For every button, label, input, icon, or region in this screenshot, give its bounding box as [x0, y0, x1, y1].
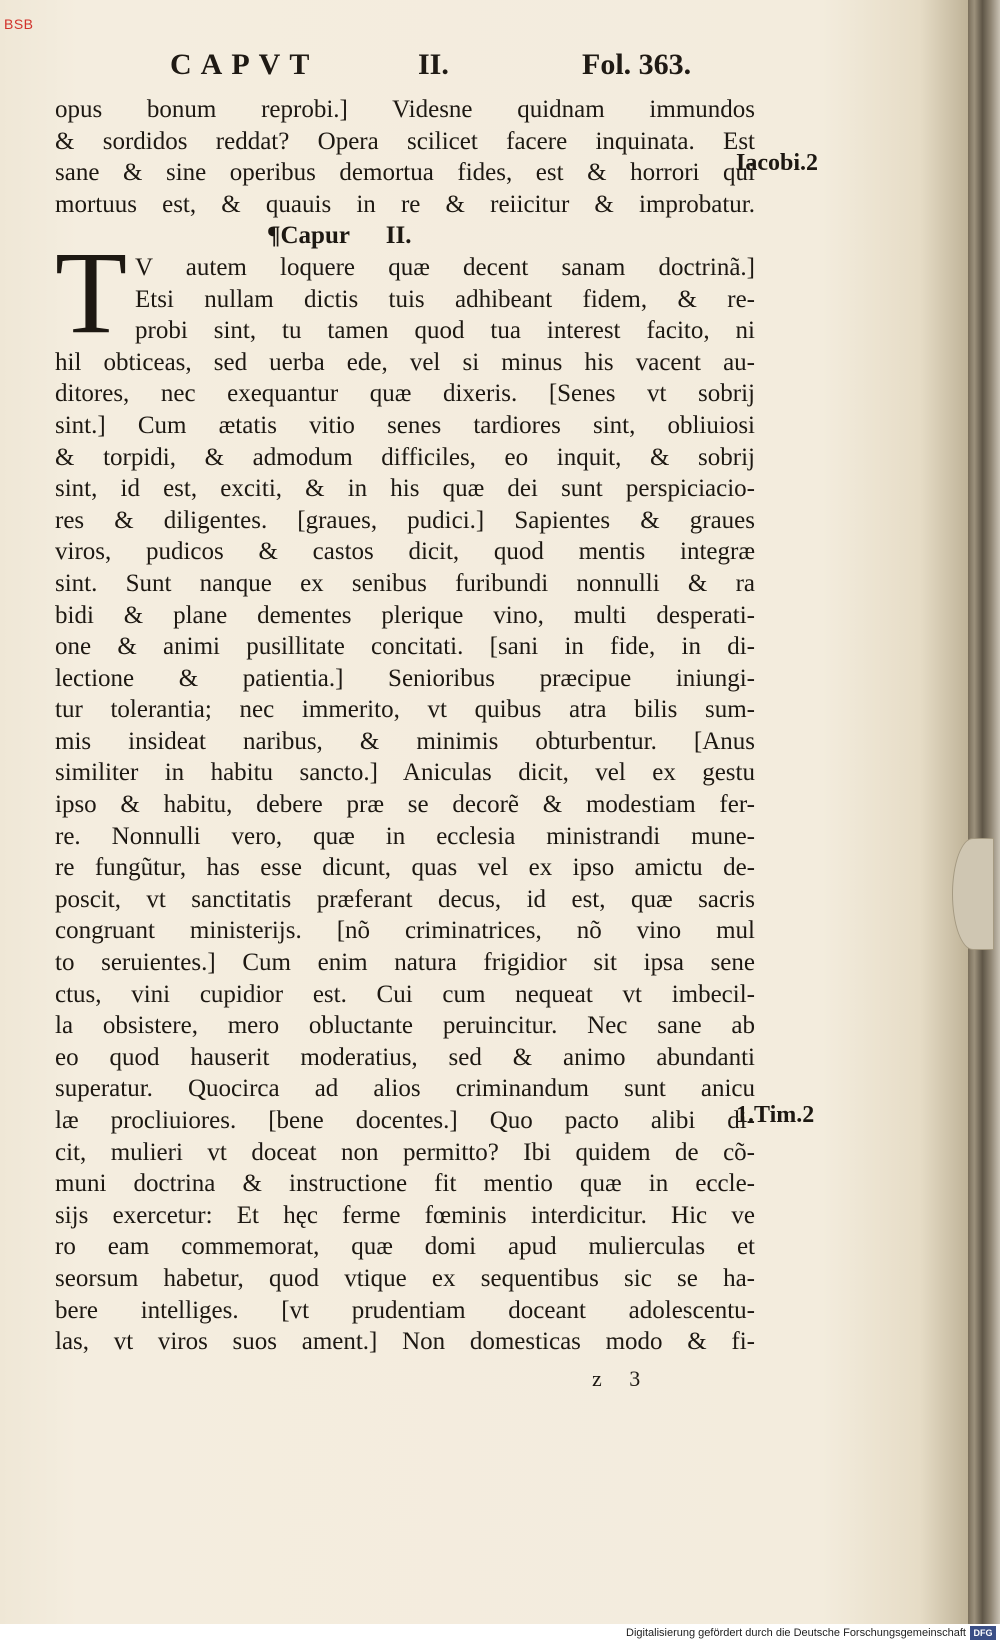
text-line: bere intelliges. [vt prudentiam doceant adolescentu- — [55, 1296, 755, 1324]
text-line: similiter in habitu sancto.] Aniculas dicit, vel ex gestu — [55, 759, 755, 787]
text-line: viros, pudicos & castos dicit, quod mentis integræ — [55, 538, 755, 566]
text-line: & sordidos reddat? Opera scilicet facere inquinata. Est — [55, 127, 755, 155]
dfg-logo: DFG — [970, 1626, 996, 1640]
chapter-number: II. — [418, 48, 449, 81]
text-line: bidi & plane dementes plerique vino, multi desperati- — [55, 601, 755, 629]
signature-mark: z 3 — [592, 1366, 641, 1391]
text-line: sint, id est, exciti, & in his quæ dei sunt perspiciacio- — [55, 475, 755, 503]
folio-number: Fol. 363. — [582, 48, 692, 81]
text-line: opus bonum reprobi.] Videsne quidnam immundos — [55, 96, 755, 123]
digitization-credit: Digitalisierung gefördert durch die Deutsche Forschungsgemeinschaft — [626, 1627, 966, 1639]
text-line: ro eam commemorat, quæ domi apud mulierculas et — [55, 1233, 755, 1261]
text-line: mis insideat naribus, & minimis obturbentur. [Anus — [55, 727, 755, 755]
text-line: res & diligentes. [graues, pudici.] Sapientes & graues — [55, 506, 755, 534]
chapter-heading: ¶Capur II. — [267, 222, 412, 250]
library-logo: BSB — [4, 16, 34, 32]
text-line: & torpidi, & admodum difficiles, eo inquit, & sobrij — [55, 443, 755, 471]
text-line: mortuus est, & quauis in re & reiicitur & improbatur. — [55, 190, 755, 218]
text-line: ipso & habitu, debere præ se decorẽ & modestiam fer- — [55, 791, 755, 819]
text-line: congruant ministerijs. [nõ criminatrices, nõ vino mul — [55, 917, 755, 945]
text-line: superatur. Quocirca ad alios criminandum sunt anicu — [55, 1075, 755, 1103]
text-line: to seruientes.] Cum enim natura frigidior sit ipsa sene — [55, 949, 755, 977]
text-line: ctus, vini cupidior est. Cui cum nequeat vt imbecil- — [55, 980, 755, 1008]
text-line: lectione & patientia.] Senioribus præcipue iniungi- — [55, 664, 755, 692]
text-line: ditores, nec exequantur quæ dixeris. [Senes vt sobrij — [55, 380, 755, 408]
text-line: one & animi pusillitate concitati. [sani in fide, in di- — [55, 633, 755, 661]
text-line: sint. Sunt nanque ex senibus furibundi nonnulli & ra — [55, 569, 755, 597]
marginal-note-timothy: 1.Tim.2 — [736, 1102, 815, 1128]
text-line: re fungũtur, has esse dicunt, quas vel ex ipso amictu de- — [55, 854, 755, 882]
text-line: tur tolerantia; nec immerito, vt quibus atra bilis sum- — [55, 696, 755, 724]
text-line: re. Nonnulli vero, quæ in ecclesia ministrandi mune- — [55, 822, 755, 850]
running-title: CAPVT — [170, 48, 319, 81]
text-line: seorsum habetur, quod vtique ex sequentibus sic se ha- — [55, 1264, 755, 1292]
main-text-block — [55, 94, 755, 1358]
text-line: probi sint, tu tamen quod tua interest facito, ni — [135, 317, 755, 345]
marginal-note-iacobi: Iacobi.2 — [736, 150, 819, 176]
text-line: hil obticeas, sed uerba ede, vel si minus his vacent au- — [55, 348, 755, 376]
text-line: las, vt viros suos ament.] Non domesticas modo & fi- — [55, 1328, 755, 1356]
text-line: cit, mulieri vt doceat non permitto? Ibi quidem de cõ- — [55, 1138, 755, 1166]
text-line: eo quod hauserit moderatius, sed & animo abundanti — [55, 1043, 755, 1071]
text-line: sane & sine operibus demortua fides, est & horrori qui — [55, 159, 755, 187]
text-line: sint.] Cum ætatis vitio senes tardiores sint, obliuiosi — [55, 411, 755, 439]
text-line: la obsistere, mero obluctante peruincitur. Nec sane ab — [55, 1012, 755, 1040]
text-line: læ procliuiores. [bene docentes.] Quo pacto alibi di- — [55, 1107, 755, 1134]
text-line: sijs exercetur: Et hęc ferme fœminis interdicitur. Hic ve — [55, 1201, 755, 1229]
text-line: Etsi nullam dictis tuis adhibeant fidem, & re- — [135, 285, 755, 313]
text-line: muni doctrina & instructione fit mentio quæ in eccle- — [55, 1170, 755, 1198]
running-head — [170, 48, 730, 88]
text-line: poscit, vt sanctitatis præferant decus, id est, quæ sacris — [55, 885, 755, 913]
drop-cap-initial: T — [55, 227, 128, 358]
text-line: V autem loquere quæ decent sanam doctrinã.] — [135, 253, 755, 281]
page-edge-stack — [968, 0, 1000, 1624]
page-tab-notch — [952, 838, 994, 950]
